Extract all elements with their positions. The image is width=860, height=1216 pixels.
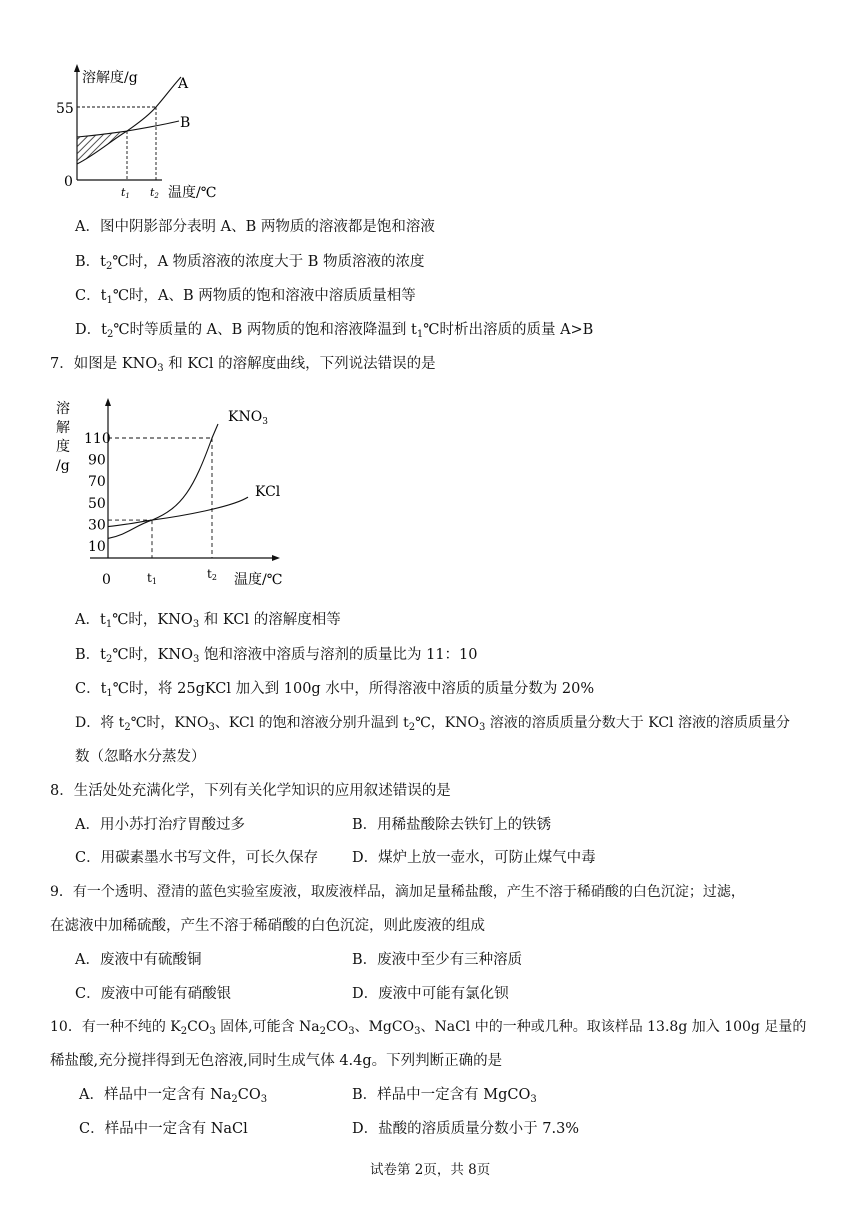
q6-option-b (75, 252, 425, 272)
q7-y-tick-30: 30 (88, 517, 106, 534)
q6-option-a-text: 图中阴影部分表明 A、B 两物质的溶液都是饱和溶液 (99, 219, 435, 235)
q7-d-p2: ℃时，KNO (130, 715, 209, 731)
q10-a-p3: 3 (260, 1094, 268, 1105)
q9-option-b: B．废液中至少有三种溶质 (352, 952, 523, 968)
q10-l1-p1: 2 (180, 1026, 188, 1037)
q7-d-p3: 3 (208, 722, 215, 733)
q10-l1-p5: 2 (319, 1026, 327, 1037)
q6-option-b-t: t (100, 254, 106, 270)
q10-a-p0: A．样品中一定含有 Na (79, 1087, 232, 1103)
q6-tick-t2: t2 (150, 186, 159, 200)
q7-option-a (75, 610, 341, 630)
q7-x-arrow (272, 555, 280, 561)
q6-option-c (75, 286, 416, 306)
q7-c-p1: 1 (106, 688, 113, 699)
q7-solubility-chart (50, 393, 300, 593)
q7-tick-t1: t1 (147, 571, 157, 586)
q10-a-p1: 2 (231, 1094, 238, 1105)
q6-option-c-text: ℃时，A、B 两物质的饱和溶液中溶质质量相等 (112, 288, 416, 304)
q7-stem-a: 7．如图是 KNO (50, 356, 158, 372)
q9-option-a: A．废液中有硫酸铜 (75, 952, 202, 968)
q6-y-label: 溶解度/g (82, 70, 138, 86)
q6-tick-55: 55 (56, 101, 74, 117)
q6-x-label: 温度/℃ (168, 185, 217, 200)
q8-option-c: C．用碳素墨水书写文件，可长久保存 (75, 850, 319, 866)
q7-b-p1: 2 (105, 654, 113, 665)
q7-y-label-2: 解 (56, 420, 70, 436)
q7-b-p4: 饱和溶液中溶质与溶剂的质量比为 11：10 (199, 647, 478, 663)
q8-stem: 8．生活处处充满化学，下列有关化学知识的应用叙述错误的是 (50, 783, 451, 799)
q6-option-d-sub: 2 (106, 329, 114, 340)
q7-y-ticks (84, 431, 111, 555)
q7-b-p0: B．t (75, 647, 106, 663)
q6-tick-t1: t1 (121, 186, 130, 200)
q7-d-p4: 、KCl 的饱和溶液分别升温到 t (214, 715, 409, 731)
q7-a-p1: 1 (105, 619, 113, 630)
q7-d-p5: 2 (408, 722, 416, 733)
q10-l1-p7: 3 (348, 1026, 355, 1037)
q10-option-b (352, 1085, 537, 1105)
q6-option-d-sub2: 1 (416, 329, 424, 340)
q7-option-c (75, 679, 594, 699)
q6-tick-0: 0 (64, 174, 73, 190)
q7-x-label: 温度/℃ (234, 572, 283, 588)
q6-legend-b: B (180, 115, 191, 131)
q7-curve-kno3 (108, 424, 218, 538)
q7-y-label-4: /g (56, 458, 70, 474)
q10-l1-p6: CO (326, 1019, 349, 1035)
q7-c-p2: ℃时，将 25gKCl 加入到 100g 水中，所得溶液中溶质的质量分数为 20% (112, 681, 595, 697)
q7-y-tick-70: 70 (88, 474, 106, 491)
q7-label-kno3: $KNO_3$ (228, 409, 268, 427)
q10-l1-p8: 、MgCO (354, 1019, 415, 1035)
q8-option-b: B．用稀盐酸除去铁钉上的铁锈 (352, 817, 552, 833)
q6-option-c-t: t (100, 288, 107, 304)
q7-tick-t2: t2 (207, 567, 217, 582)
page-footer: 试卷第 2页，共 8页 (370, 1162, 491, 1178)
q7-d-p7: 3 (478, 722, 486, 733)
q7-y-tick-10: 10 (88, 539, 106, 555)
q7-stem-sub: 3 (157, 363, 164, 374)
q10-stem-line1 (50, 1017, 806, 1037)
q6-option-d-t: t (101, 322, 107, 338)
q6-solubility-chart (50, 60, 250, 200)
q7-option-d (75, 713, 790, 733)
q7-d-p6: ℃，KNO (415, 715, 479, 731)
q7-a-p3: 3 (192, 619, 200, 630)
q6-option-a (75, 217, 435, 237)
q7-origin: 0 (102, 572, 111, 588)
q7-stem (50, 354, 436, 374)
q7-b-p3: 3 (193, 654, 200, 665)
q6-option-b-text: ℃时，A 物质溶液的浓度大于 B 物质溶液的浓度 (112, 254, 425, 270)
q10-l1-p2: CO (187, 1019, 210, 1035)
q7-y-label-1: 溶 (56, 401, 70, 417)
q10-b-p1: 3 (530, 1094, 537, 1105)
q7-b-p2: ℃时，KNO (112, 647, 193, 663)
q6-option-c-letter: C． (75, 288, 101, 304)
q10-a-p2: CO (237, 1087, 261, 1103)
q10-l1-p0: 10．有一种不纯的 K (50, 1019, 181, 1035)
q10-option-c: C．样品中一定含有 NaCl (79, 1121, 248, 1137)
q10-option-a (79, 1085, 267, 1105)
q7-c-p0: C．t (75, 681, 107, 697)
q7-y-tick-90: 90 (88, 452, 106, 469)
q8-option-d: D．煤炉上放一壶水，可防止煤气中毒 (352, 850, 596, 866)
q6-option-d (75, 320, 593, 340)
q9-stem-line1: 9．有一个透明、澄清的蓝色实验室废液，取废液样品，滴加足量稀盐酸，产生不溶于稀硝酸的白色沉淀；过滤， (50, 884, 745, 900)
q6-option-d-letter: D． (75, 322, 102, 338)
q6-legend-a: A (178, 76, 189, 92)
q8-option-a: A．用小苏打治疗胃酸过多 (75, 817, 245, 833)
q7-y-tick-110: 110 (84, 431, 111, 447)
q6-y-arrow (74, 64, 80, 72)
q6-option-d-text: ℃时析出溶质的质量 A>B (423, 322, 594, 338)
q7-d-p8: 溶液的溶质质量分数大于 KCl 溶液的溶质质量分 (485, 715, 790, 731)
q6-curve-b (77, 121, 179, 137)
q9-option-d: D．废液中可能有氯化钡 (352, 986, 509, 1002)
q7-y-arrow (105, 398, 111, 406)
q7-y-tick-50: 50 (88, 495, 106, 512)
q10-option-d: D．盐酸的溶质质量分数小于 7.3% (352, 1121, 580, 1137)
q6-option-b-sub: 2 (105, 261, 113, 272)
q10-l1-p4: 固体,可能含 Na (215, 1019, 320, 1035)
q7-curve-kcl (108, 497, 248, 526)
q10-l1-p10: 、NaCl 中的一种或几种。取该样品 13.8g 加入 100g 足量的 (420, 1019, 807, 1035)
q6-option-c-sub: 1 (106, 295, 113, 306)
q7-d-p1: 2 (124, 722, 131, 733)
q7-d-p0: D．将 t (75, 715, 125, 731)
q7-label-kcl: KCl (255, 484, 281, 500)
q7-option-b (75, 645, 478, 665)
q7-a-p0: A．t (75, 612, 106, 628)
q10-l1-p3: 3 (209, 1026, 216, 1037)
q10-b-p0: B．样品中一定含有 MgCO (352, 1087, 531, 1103)
q7-a-p4: 和 KCl 的溶解度相等 (199, 612, 341, 628)
q6-option-d-mid: ℃时等质量的 A、B 两物质的饱和溶液降温到 t (113, 322, 417, 338)
q10-l1-p9: 3 (414, 1026, 421, 1037)
q7-option-d-cont: 数（忽略水分蒸发） (75, 749, 206, 765)
q9-stem-line2: 在滤液中加稀硫酸，产生不溶于稀硝酸的白色沉淀，则此废液的组成 (50, 918, 485, 934)
q10-stem-line2: 稀盐酸,充分搅拌得到无色溶液,同时生成气体 4.4g。下列判断正确的是 (50, 1053, 503, 1069)
q9-option-c: C．废液中可能有硝酸银 (75, 986, 232, 1002)
q6-option-a-letter: A． (75, 219, 100, 235)
q6-option-b-letter: B． (75, 254, 101, 270)
q7-stem-b: 和 KCl 的溶解度曲线，下列说法错误的是 (163, 356, 436, 372)
q7-y-label-3: 度 (56, 439, 70, 455)
q7-a-p2: ℃时，KNO (112, 612, 193, 628)
